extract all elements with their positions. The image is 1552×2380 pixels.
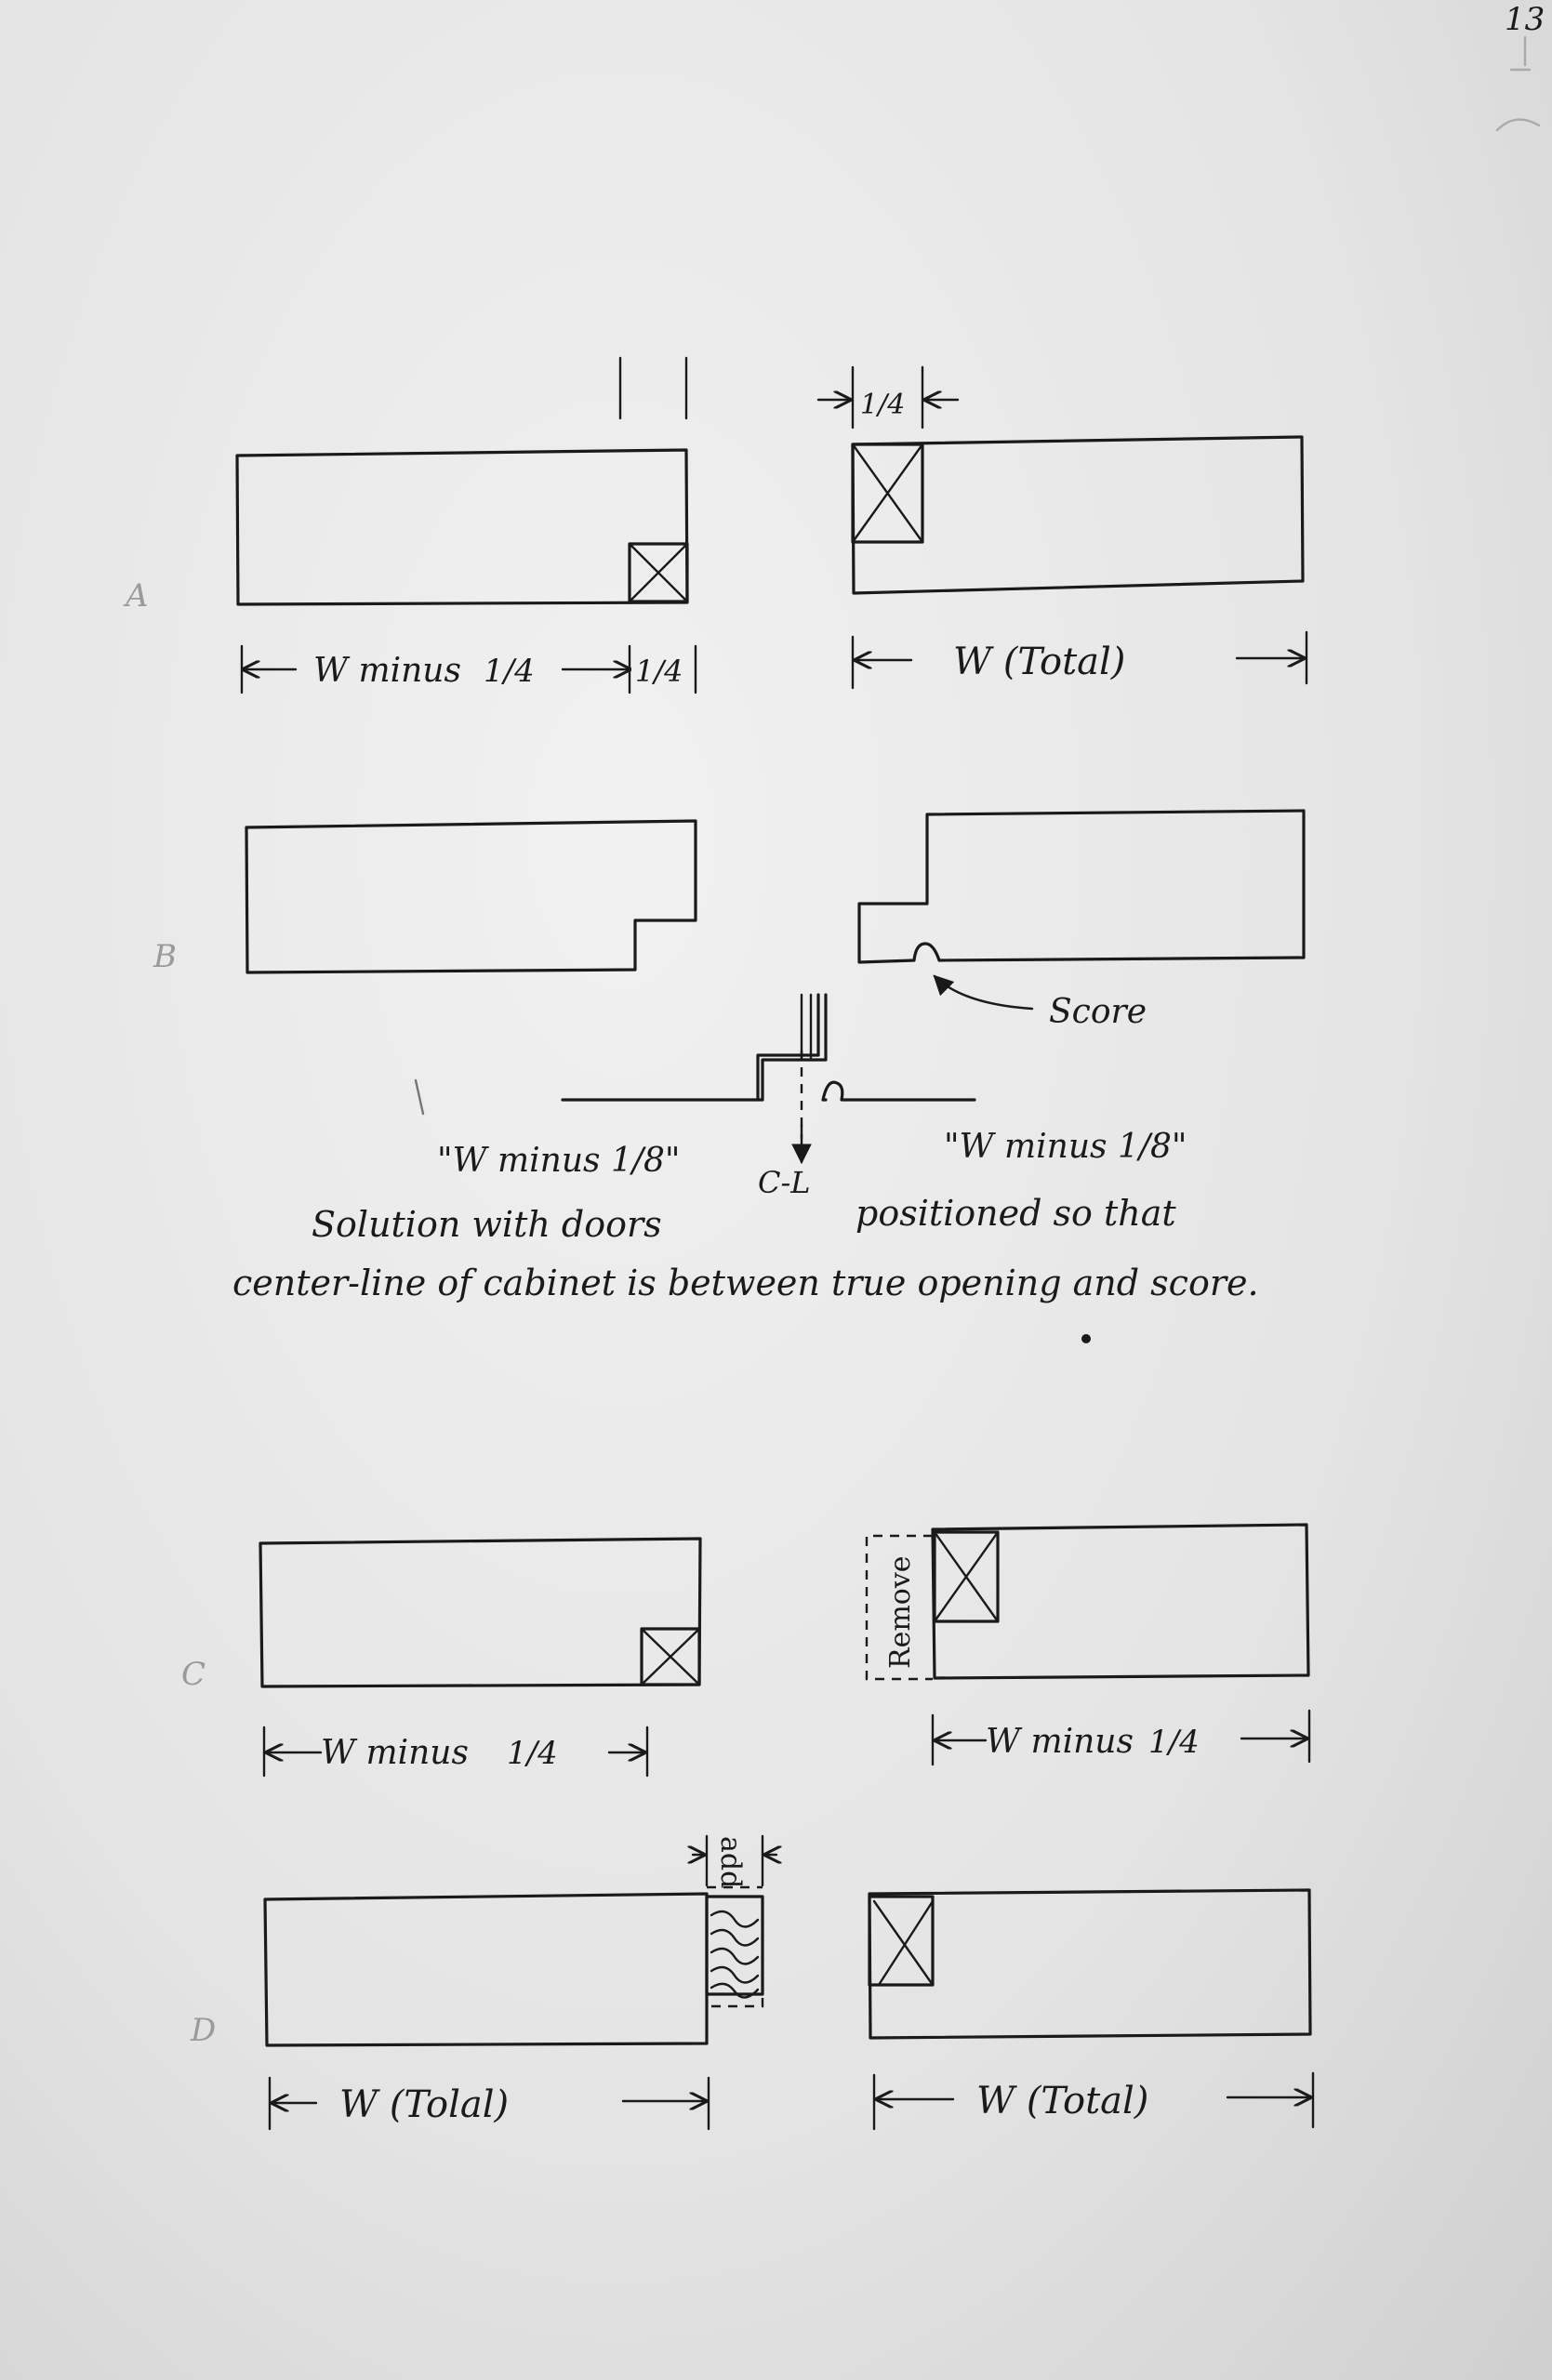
section-c-left-door-block — [642, 1629, 699, 1685]
section-c-right-door-block — [935, 1532, 998, 1621]
section-a-right-door-block — [853, 444, 922, 542]
section-b — [153, 811, 1304, 1343]
section-a-top-dim-label: 1/4 — [860, 389, 906, 421]
section-d-right-dim-label: W (Total) — [976, 2080, 1149, 2122]
section-a-right-dim-label: W (Total) — [953, 641, 1126, 683]
section-c-right-dim-fraction: 1/4 — [1148, 1724, 1200, 1761]
section-a-label: A — [126, 577, 149, 615]
section-d-right-cabinet — [869, 1890, 1310, 2038]
section-a-gap-dim-label: 1/4 — [635, 654, 683, 689]
section-b-left-dim-label: "W minus 1/8" — [437, 1142, 681, 1180]
section-c-left-dim-label: W minus — [321, 1734, 469, 1772]
section-a-right-dimension — [853, 632, 1307, 688]
section-c-right-dim-label: W minus — [986, 1723, 1134, 1761]
section-b-stray-mark — [416, 1080, 423, 1114]
section-c — [181, 1525, 1309, 1776]
section-c-left-dimension — [264, 1727, 647, 1776]
section-d-left-dimension — [270, 2078, 709, 2129]
section-a-top-dimension — [818, 367, 958, 428]
section-c-remove-zone — [867, 1536, 933, 1679]
section-c-label: C — [181, 1656, 206, 1693]
section-a-gap-marks — [620, 358, 686, 418]
ink-dot — [1081, 1334, 1091, 1343]
section-a-left-dim-label: W minus — [313, 652, 461, 690]
page-mark — [1497, 37, 1539, 130]
page-number: 13 — [1505, 1, 1545, 38]
section-a-right-cabinet — [853, 437, 1303, 593]
section-c-left-cabinet — [260, 1539, 700, 1686]
section-a-left-dimension — [242, 646, 696, 693]
section-b-caption-line1-a: Solution with doors — [312, 1204, 662, 1245]
section-b-right-cabinet — [859, 811, 1304, 962]
section-c-right-cabinet — [933, 1525, 1308, 1678]
section-d-add-strip — [693, 1836, 776, 2006]
section-a-left-door-block — [630, 544, 687, 602]
section-d-right-dimension — [874, 2073, 1313, 2129]
section-a-left-dim-fraction: 1/4 — [484, 653, 535, 690]
section-c-left-dim-fraction: 1/4 — [507, 1735, 558, 1772]
section-b-label: B — [153, 938, 177, 975]
section-d — [190, 1836, 1313, 2129]
section-b-left-cabinet — [246, 821, 696, 972]
section-b-caption-line2: center-line of cabinet is between true opening and score. — [232, 1263, 1259, 1303]
section-b-score-callout — [935, 976, 1147, 1031]
section-c-remove-label: Remove — [884, 1555, 917, 1669]
section-b-score-label: Score — [1049, 993, 1147, 1031]
section-a-left-cabinet — [237, 450, 687, 604]
section-d-right-door-block — [869, 1897, 933, 1985]
section-b-right-dim-label: "W minus 1/8" — [944, 1128, 1187, 1166]
section-b-caption-line1-b: positioned so that — [856, 1193, 1176, 1234]
section-c-right-dimension — [933, 1711, 1309, 1765]
section-b-cl-label: C-L — [758, 1165, 811, 1200]
section-d-label: D — [191, 2012, 217, 2049]
section-d-add-label: add — [714, 1836, 747, 1889]
section-a — [123, 358, 1307, 693]
section-d-left-dim-label: W (Tolal) — [339, 2083, 510, 2126]
section-d-left-cabinet — [265, 1894, 707, 2045]
